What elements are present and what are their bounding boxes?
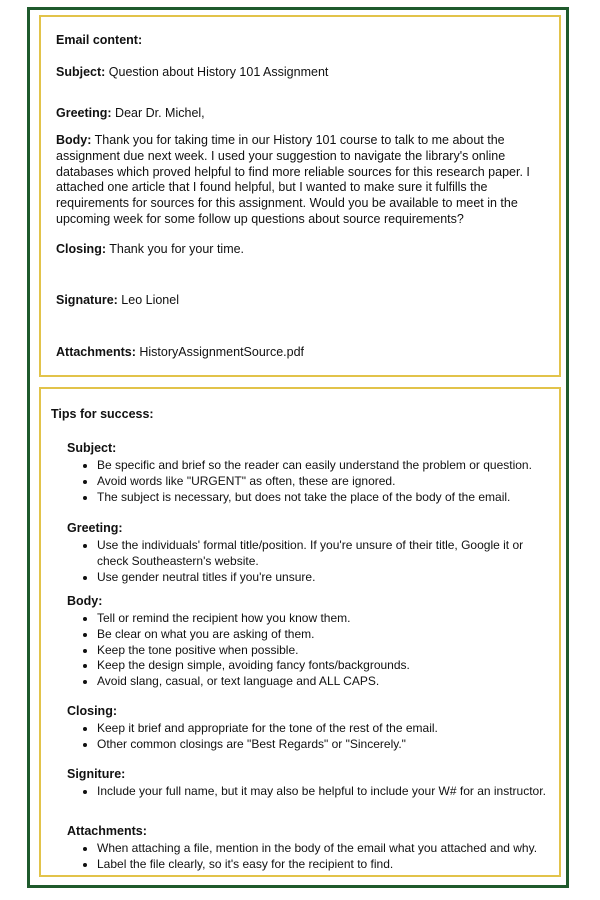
tip-item: • Avoid slang, casual, or text language and ALL CAPS. [97, 674, 551, 690]
tip-item: • Keep the design simple, avoiding fancy fonts/backgrounds. [97, 658, 551, 674]
tips-list [67, 611, 551, 690]
tip-item: • Use the individuals' formal title/position. If you're unsure of their title, Google it or check Southeastern's website. [97, 538, 551, 570]
body-label: Body: [56, 133, 92, 147]
section-title: Signiture: [67, 767, 126, 781]
email-subject [56, 64, 547, 80]
tips-section-body [67, 593, 551, 690]
tip-item: • Avoid words like "URGENT" as often, these are ignored. [97, 474, 551, 490]
tips-section-signature [67, 766, 551, 800]
email-heading: Email content: [56, 33, 143, 47]
tips-list [67, 538, 551, 585]
closing-value: Thank you for your time. [109, 242, 245, 256]
signature-label: Signature: [56, 293, 118, 307]
tips-section-attachments [67, 823, 551, 873]
tip-item: • Label the file clearly, so it's easy for the recipient to find. [97, 857, 551, 873]
subject-label: Subject: [56, 65, 106, 79]
tip-item: • Use gender neutral titles if you're unsure. [97, 570, 551, 586]
tips-section-subject [67, 440, 551, 505]
subject-value: Question about History 101 Assignment [108, 65, 329, 79]
tips-section-greeting [67, 520, 551, 585]
body-value: Thank you for taking time in our History 101 course to talk to me about the assignment due next week. I used your suggestion to navigate the library's online databases which proved helpful to find more reliable sources for this research paper. I attached one article that I found helpful, but I wanted to make sure it fulfills the requirements for sources for this assignment. Would you be available to meet in the upcoming week for some follow up questions about source requirements? [56, 133, 530, 226]
tip-item: • When attaching a file, mention in the body of the email what you attached and why. [97, 841, 551, 857]
signature-value: Leo Lionel [121, 293, 179, 307]
tips-box [39, 387, 561, 877]
section-title: Closing: [67, 704, 117, 718]
tips-list [67, 458, 551, 505]
email-signature [56, 292, 547, 308]
greeting-value: Dear Dr. Michel, [115, 106, 205, 120]
tips-list [67, 721, 551, 753]
email-closing [56, 241, 547, 257]
tip-item: • Tell or remind the recipient how you know them. [97, 611, 551, 627]
tips-list [67, 784, 551, 800]
tip-item: • The subject is necessary, but does not take the place of the body of the email. [97, 490, 551, 506]
tips-title: Tips for success: [51, 407, 154, 421]
tips-list [67, 841, 551, 873]
email-body [56, 133, 547, 228]
section-title: Body: [67, 594, 103, 608]
attachments-value: HistoryAssignmentSource.pdf [139, 345, 305, 359]
tip-item: • Keep the tone positive when possible. [97, 643, 551, 659]
tip-item: • Other common closings are "Best Regards" or "Sincerely." [97, 737, 551, 753]
section-title: Attachments: [67, 824, 147, 838]
greeting-label: Greeting: [56, 106, 112, 120]
closing-label: Closing: [56, 242, 106, 256]
section-title: Subject: [67, 441, 117, 455]
email-greeting [56, 105, 547, 121]
tip-item: • Be clear on what you are asking of them. [97, 627, 551, 643]
attachments-label: Attachments: [56, 345, 136, 359]
tip-item: • Keep it brief and appropriate for the tone of the rest of the email. [97, 721, 551, 737]
section-title: Greeting: [67, 521, 123, 535]
tip-item: • Include your full name, but it may also be helpful to include your W# for an instructor. [97, 784, 551, 800]
tips-section-closing [67, 703, 551, 753]
email-attachments [56, 344, 547, 360]
email-content-box [39, 15, 561, 377]
tip-item: • Be specific and brief so the reader can easily understand the problem or question. [97, 458, 551, 474]
